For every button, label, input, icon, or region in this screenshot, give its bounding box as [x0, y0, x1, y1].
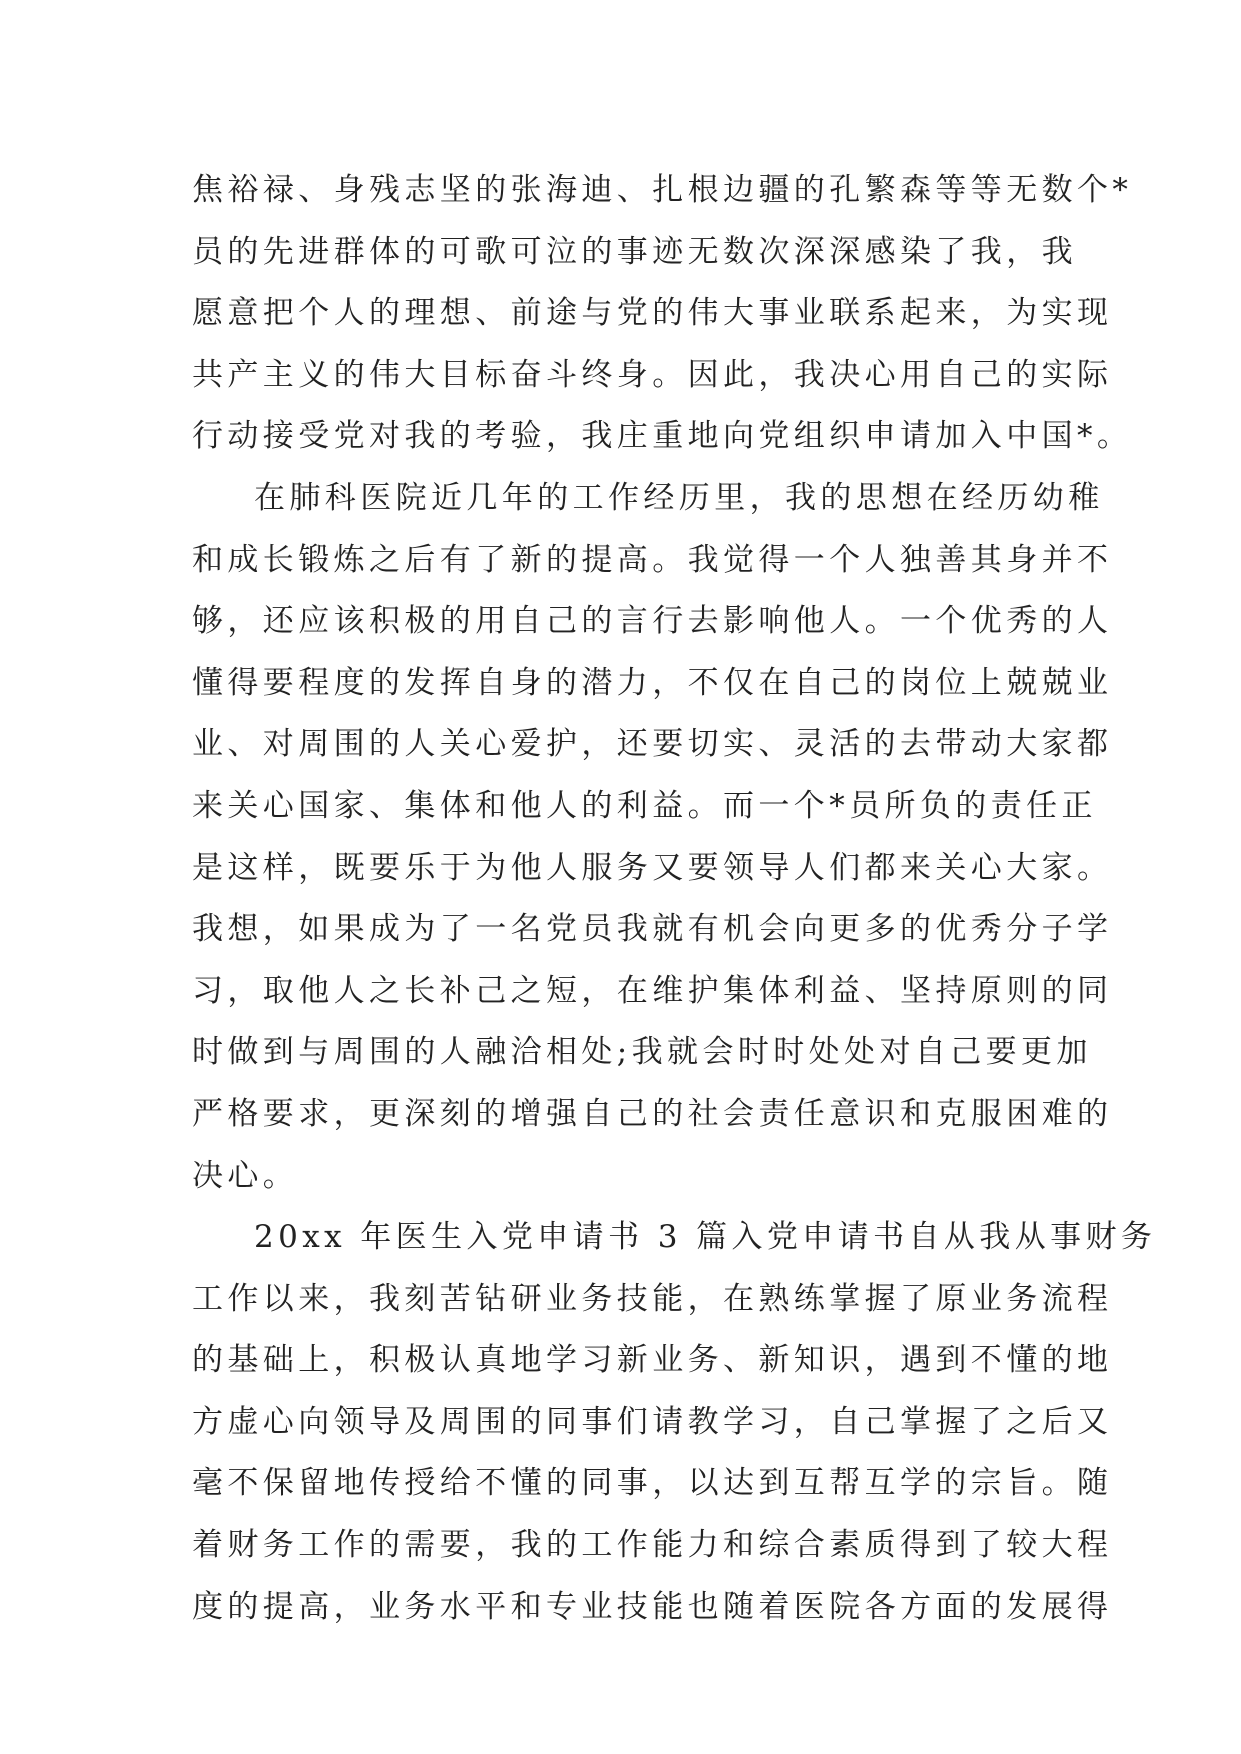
text-line: 决心。 [192, 1157, 299, 1194]
text-line: 愿意把个人的理想、前途与党的伟大事业联系起来，为实现 [192, 295, 1113, 332]
text-line: 和成长锻炼之后有了新的提高。我觉得一个人独善其身并不 [192, 541, 1113, 578]
text-line: 够，还应该积极的用自己的言行去影响他人。一个优秀的人 [192, 603, 1113, 640]
text-line: 行动接受党对我的考验，我庄重地向党组织申请加入中国*。 [192, 418, 1133, 455]
text-line: 方虚心向领导及周围的同事们请教学习，自己掌握了之后又 [192, 1403, 1113, 1440]
text-line: 业、对周围的人关心爱护，还要切实、灵活的去带动大家都 [192, 726, 1113, 763]
text-line: 着财务工作的需要，我的工作能力和综合素质得到了较大程 [192, 1527, 1113, 1564]
text-line: 焦裕禄、身残志坚的张海迪、扎根边疆的孔繁森等等无数个* [192, 172, 1133, 208]
text-line: 毫不保留地传授给不懂的同事，以达到互帮互学的宗旨。随 [192, 1465, 1113, 1502]
text-line: 是这样，既要乐于为他人服务又要领导人们都来关心大家。 [192, 849, 1113, 886]
text-line: 工作以来，我刻苦钻研业务技能，在熟练掌握了原业务流程 [192, 1280, 1113, 1317]
text-line: 来关心国家、集体和他人的利益。而一个*员所负的责任正 [192, 787, 1097, 824]
text-line: 严格要求，更深刻的增强自己的社会责任意识和克服困难的 [192, 1095, 1113, 1132]
paragraph-first-line: 在肺科医院近几年的工作经历里，我的思想在经历幼稚 [254, 479, 1104, 516]
text-line: 习，取他人之长补己之短，在维护集体利益、坚持原则的同 [192, 972, 1113, 1009]
text-line: 员的先进群体的可歌可泣的事迹无数次深深感染了我，我 [192, 233, 1077, 270]
text-line: 度的提高，业务水平和专业技能也随着医院各方面的发展得 [192, 1588, 1113, 1625]
text-line: 的基础上，积极认真地学习新业务、新知识，遇到不懂的地 [192, 1342, 1113, 1379]
text-line: 共产主义的伟大目标奋斗终身。因此，我决心用自己的实际 [192, 356, 1113, 393]
body-text [192, 160, 1157, 1638]
text-line: 我想，如果成为了一名党员我就有机会向更多的优秀分子学 [192, 911, 1113, 948]
text-line: 懂得要程度的发挥自身的潜力，不仅在自己的岗位上兢兢业 [192, 664, 1113, 701]
paragraph-first-line: 20xx 年医生入党申请书 3 篇入党申请书自从我从事财务 [254, 1219, 1157, 1256]
text-line: 时做到与周围的人融洽相处;我就会时时处处对自己要更加 [192, 1034, 1092, 1071]
